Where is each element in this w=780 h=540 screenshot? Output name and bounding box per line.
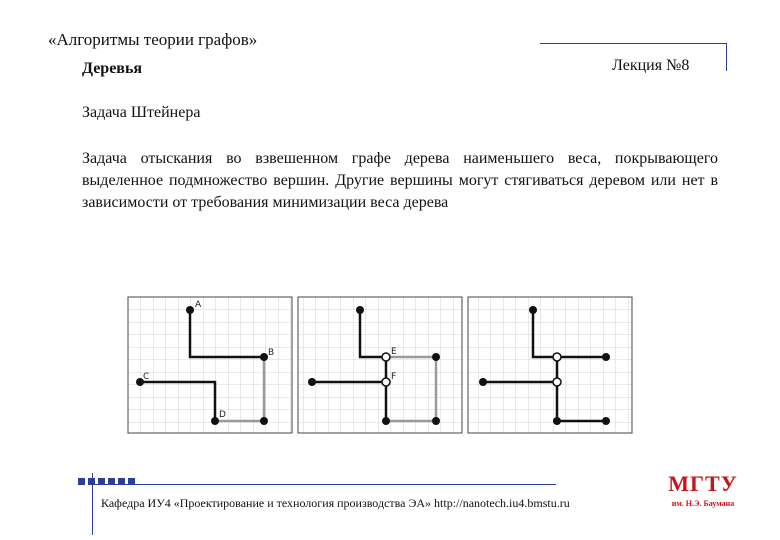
label-d: D: [219, 410, 226, 420]
label-a: A: [195, 300, 202, 310]
vertex-f: [382, 378, 390, 386]
footer-department-text: Кафедра ИУ4 «Проектирование и технология производства ЭА» http://nanotech.iu4.bmstu.ru: [101, 496, 570, 510]
label-b: B: [268, 348, 275, 358]
task-title: Задача Штейнера: [82, 104, 201, 121]
vertex-d: [211, 417, 219, 425]
steiner-point-1: [553, 353, 561, 361]
steiner-figure-3: [468, 297, 632, 433]
decor-square: [78, 478, 85, 485]
label-f: F: [391, 372, 397, 382]
logo-text: МГТУ: [668, 471, 738, 496]
lecture-number: Лекция №8: [612, 57, 690, 74]
course-title: «Алгоритмы теории графов»: [48, 30, 258, 49]
logo-subtext: им. Н.Э. Баумана: [671, 499, 735, 508]
steiner-point-2: [553, 378, 561, 386]
university-logo: [651, 470, 755, 524]
footer-divider-tick: [92, 473, 93, 535]
label-e: E: [391, 347, 397, 357]
steiner-figure-1: [128, 297, 292, 433]
steiner-figure-2: [298, 297, 462, 433]
grid-panel: [468, 297, 632, 433]
vertex-b: [260, 353, 268, 361]
grid-panel: [128, 297, 292, 433]
grid-panel: [298, 297, 462, 433]
section-title: Деревья: [82, 60, 143, 77]
task-description: Задача отыскания во взвешенном графе дерева наименьшего веса, покрывающего выделенное подмножество вершин. Другие вершины могут стягиваться деревом или нет в зависимости от требования минимизации веса дерева: [82, 150, 718, 211]
vertex-e: [382, 353, 390, 361]
vertex-a: [186, 306, 194, 314]
footer-divider-line: [92, 484, 556, 485]
label-c: C: [143, 372, 150, 382]
vertex-extra: [260, 417, 268, 425]
